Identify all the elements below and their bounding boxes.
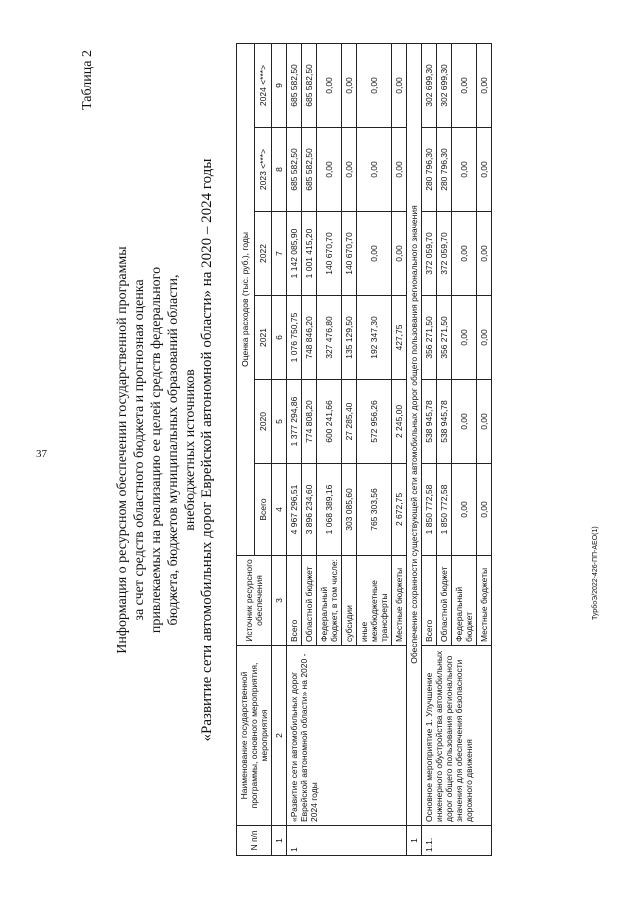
- header-year: 2021: [254, 296, 272, 380]
- header-year: Всего: [254, 464, 272, 556]
- row-source: Федеральный бюджет, в том числе:: [317, 556, 342, 646]
- value-cell: 1 068 389,16: [317, 464, 342, 556]
- program-rows: [287, 43, 407, 855]
- value-cell: 748 846,20: [302, 296, 317, 380]
- col-number: 9: [272, 43, 287, 127]
- value-cell: 0,00: [452, 128, 477, 212]
- header-year: 2024 <***>: [254, 43, 272, 127]
- value-cell: 192 347,30: [357, 296, 392, 380]
- value-cell: 685 582,50: [287, 43, 302, 127]
- header-name: Наименование государственной программы, основного мероприятия, мероприятия: [237, 646, 272, 826]
- row-name: «Развитие сети автомобильных дорог Еврейской автономной области» на 2020 - 2024 годы: [287, 646, 407, 826]
- value-cell: 2 245,00: [392, 380, 407, 464]
- value-cell: 0,00: [342, 128, 357, 212]
- value-cell: 0,00: [477, 464, 492, 556]
- header-estimate: Оценка расходов (тыс. руб.), годы: [237, 43, 255, 555]
- col-number: 5: [272, 380, 287, 464]
- value-cell: 0,00: [477, 296, 492, 380]
- value-cell: 538 945,78: [422, 380, 437, 464]
- value-cell: 303 085,60: [342, 464, 357, 556]
- table-label: Таблица 2: [80, 50, 95, 110]
- value-cell: 135 129,50: [342, 296, 357, 380]
- col-number: 2: [272, 646, 287, 826]
- value-cell: 372 059,70: [422, 212, 437, 296]
- rotated-page: [70, 30, 590, 870]
- header-row: [237, 43, 255, 855]
- value-cell: 1 850 772,58: [437, 464, 452, 556]
- value-cell: 1 850 772,58: [422, 464, 437, 556]
- value-cell: 0,00: [477, 43, 492, 127]
- value-cell: 3 896 234,60: [302, 464, 317, 556]
- value-cell: 0,00: [317, 128, 342, 212]
- value-cell: 356 271,50: [437, 296, 452, 380]
- value-cell: 0,00: [357, 43, 392, 127]
- col-number: 1: [272, 826, 287, 856]
- value-cell: 0,00: [452, 212, 477, 296]
- value-cell: 372 059,70: [437, 212, 452, 296]
- value-cell: 600 241,66: [317, 380, 342, 464]
- value-cell: 1 377 294,86: [287, 380, 302, 464]
- value-cell: 327 476,80: [317, 296, 342, 380]
- value-cell: 0,00: [477, 128, 492, 212]
- value-cell: 280 796,30: [437, 128, 452, 212]
- value-cell: 0,00: [452, 464, 477, 556]
- value-cell: 302 699,30: [422, 43, 437, 127]
- col-number: 6: [272, 296, 287, 380]
- title-line: привлекаемых на реализацию ее целей средств федерального: [149, 266, 164, 634]
- section-title: Обеспечение сохранности существующей сети автомобильных дорог общего пользования регионального значения: [407, 43, 422, 825]
- value-cell: 4 967 296,51: [287, 464, 302, 556]
- row-source: Областной бюджет: [302, 556, 317, 646]
- header-year: 2022: [254, 212, 272, 296]
- row-source: Федеральный бюджет: [452, 556, 477, 646]
- header-year: 2020: [254, 380, 272, 464]
- page-number: 37: [36, 448, 47, 460]
- title-line: бюджета, бюджетов муниципальных образований области,: [166, 274, 181, 626]
- value-cell: 2 672,75: [392, 464, 407, 556]
- value-cell: 1 142 085,90: [287, 212, 302, 296]
- row-source: Областной бюджет: [437, 556, 452, 646]
- document-title: [114, 70, 216, 830]
- value-cell: 427,75: [392, 296, 407, 380]
- title-line: Информация о ресурсном обеспечении государственной программы: [115, 246, 130, 654]
- row-source: Всего: [287, 556, 302, 646]
- table-row: [287, 43, 302, 855]
- header-year: 2023 <***>: [254, 128, 272, 212]
- footer-code: ТурбоЭ/2022-426-ПП-АЕО(1): [592, 526, 599, 620]
- value-cell: 302 699,30: [437, 43, 452, 127]
- value-cell: 685 582,50: [302, 128, 317, 212]
- value-cell: 0,00: [452, 43, 477, 127]
- value-cell: 774 808,20: [302, 380, 317, 464]
- value-cell: 0,00: [477, 380, 492, 464]
- value-cell: 572 956,26: [357, 380, 392, 464]
- column-number-row: [272, 43, 287, 855]
- title-line: «Развитие сети автомобильных дорог Еврейской автономной области» на 2020 – 2024 годы: [199, 158, 215, 742]
- title-line: за счет средств областного бюджета и прогнозная оценка: [132, 279, 147, 621]
- col-number: 7: [272, 212, 287, 296]
- value-cell: 0,00: [452, 380, 477, 464]
- value-cell: 685 582,50: [302, 43, 317, 127]
- row-source: субсидии: [342, 556, 357, 646]
- value-cell: 765 303,56: [357, 464, 392, 556]
- row-source: Всего: [422, 556, 437, 646]
- value-cell: 0,00: [392, 212, 407, 296]
- value-cell: 538 945,78: [437, 380, 452, 464]
- value-cell: 0,00: [392, 128, 407, 212]
- value-cell: 0,00: [477, 212, 492, 296]
- title-line: внебюджетных источников: [183, 369, 198, 531]
- header-num: N п/п: [237, 826, 272, 856]
- value-cell: 356 271,50: [422, 296, 437, 380]
- row-name: Основное мероприятие 1. Улучшение инженерного обустройства автомобильных дорог общего пользования регионального значения для обеспечения безопасности дорожного движения: [422, 646, 492, 826]
- row-source: Местные бюджеты: [392, 556, 407, 646]
- row-source: иные межбюджетные трансферты: [357, 556, 392, 646]
- col-number: 8: [272, 128, 287, 212]
- value-cell: 0,00: [357, 128, 392, 212]
- row-num: 1: [287, 826, 407, 856]
- table-row: [422, 43, 437, 855]
- row-num: 1.1.: [422, 826, 492, 856]
- col-number: 4: [272, 464, 287, 556]
- section-row: [407, 43, 422, 855]
- value-cell: 0,00: [392, 43, 407, 127]
- header-source: Источник ресурсного обеспечения: [237, 556, 272, 646]
- value-cell: 140 670,70: [342, 212, 357, 296]
- value-cell: 1 076 750,75: [287, 296, 302, 380]
- value-cell: 0,00: [342, 43, 357, 127]
- value-cell: 27 285,40: [342, 380, 357, 464]
- measure-rows: [422, 43, 492, 855]
- value-cell: 0,00: [452, 296, 477, 380]
- resource-table: [236, 43, 492, 856]
- value-cell: 140 670,70: [317, 212, 342, 296]
- col-number: 3: [272, 556, 287, 646]
- value-cell: 1 001 415,20: [302, 212, 317, 296]
- value-cell: 0,00: [317, 43, 342, 127]
- value-cell: 280 796,30: [422, 128, 437, 212]
- value-cell: 685 582,50: [287, 128, 302, 212]
- row-source: Местные бюджеты: [477, 556, 492, 646]
- section-num: 1: [407, 826, 422, 856]
- value-cell: 0,00: [357, 212, 392, 296]
